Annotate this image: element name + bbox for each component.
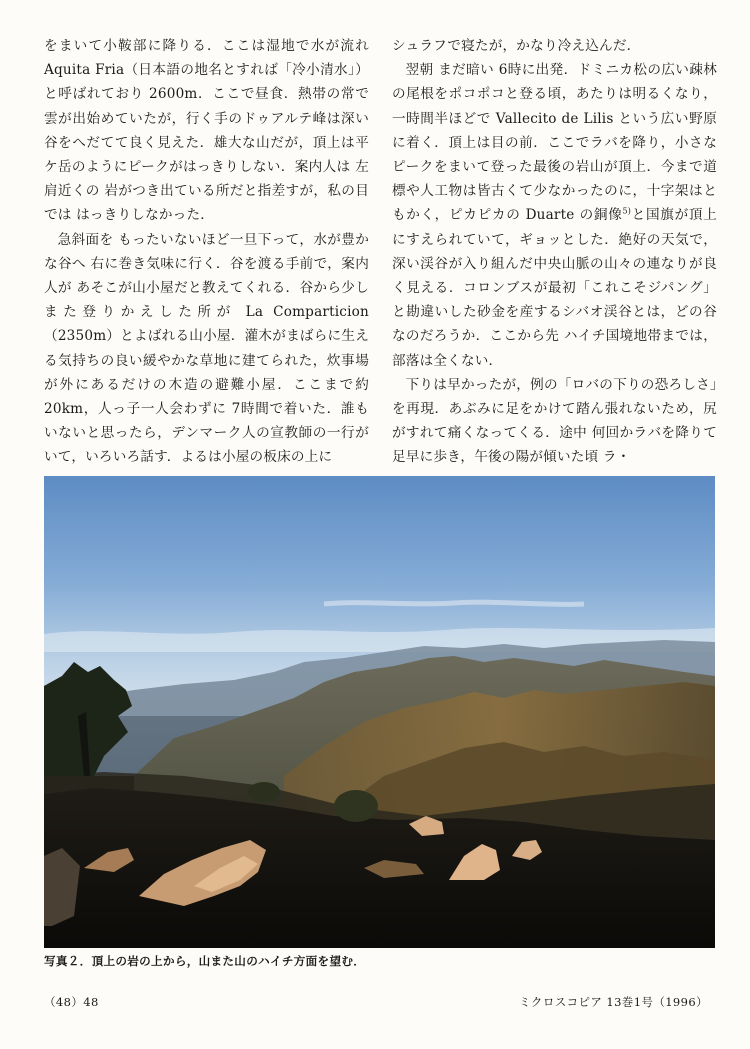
paragraph bbox=[392, 58, 717, 373]
journal-citation: ミクロスコピア 13巻1号（1996） bbox=[519, 995, 708, 1009]
paragraph-text: 翌朝 まだ暗い 6時に出発．ドミニカ松の広い疎林の尾根をポコポコと登る頃，あたりは明るくなり，一時間半ほどで Vallecito de Lilis という広い野原に着く．頂上は目の前．ここでラバを降り，小さなピークをまいて登った最後の岩山が頂上．今まで道標や人工物は皆古くて少なかったのに，十字架はともかく，ピカピカの Duarte の銅像 bbox=[392, 62, 717, 224]
paragraph: 急斜面を もったいないほど一旦下って，水が豊かな谷へ 右に巻き気味に行く．谷を渡る手前で，案内人が あそこが山小屋だと教えてくれる．谷から少しまた登りかえした所が La Comparticion（2350m）とよばれる山小屋．灌木がまばらに生える気持ちの良い緩やかな草地に建てられた，炊事場が外にあるだけの木造の避難小屋．ここまで約 20km，人っ子一人会わずに 7時間で着いた．誰もいないと思ったら，デンマーク人の宣教師の一行がいて，いろいろ話す．よるは小屋の板床の上に bbox=[44, 231, 369, 466]
paragraph: シュラフで寝たが，かなり冷え込んだ． bbox=[392, 38, 641, 54]
paragraph: 下りは早かったが，例の「ロバの下りの恐ろしさ」を再現．あぶみに足をかけて踏ん張れないため，尻がすれて痛くなってくる．途中 何回かラバを降りて足早に歩き，午後の陽が傾いた頃 ラ・ bbox=[392, 376, 717, 466]
text-column-left bbox=[44, 34, 369, 470]
paragraph: をまいて小鞍部に降りる．ここは湿地で水が流れAquita Fria（日本語の地名とすれば「冷小清水」）と呼ばれており 2600m．ここで昼食．熱帯の常で雲が出始めていたが，行く手のドゥアルテ峰は深い谷をへだてて良く見えた．雄大な山だが，頂上は平ケ岳のようにピークがはっきりしない．案内人は 左肩近くの 岩がつき出ている所だと指差すが，私の目では はっきりしなかった． bbox=[44, 38, 369, 224]
footnote-reference: 5) bbox=[622, 206, 632, 216]
page-number: （48）48 bbox=[44, 995, 99, 1009]
mountain-photo bbox=[44, 476, 715, 948]
text-column-right bbox=[392, 34, 717, 470]
paragraph-text: と国旗が頂上にすえられていて，ギョッとした．絶好の天気で，深い渓谷が入り組んだ中央山脈の山々の連なりが良く見える．コロンブスが最初「これこそジパング」と勘違いした砂金を産するシバオ渓谷とは，どの谷なのだろうか．ここから先 ハイチ国境地帯までは，部落は全くない． bbox=[392, 207, 717, 369]
photo-caption: 写真２．頂上の岩の上から，山また山のハイチ方面を望む． bbox=[44, 954, 366, 968]
